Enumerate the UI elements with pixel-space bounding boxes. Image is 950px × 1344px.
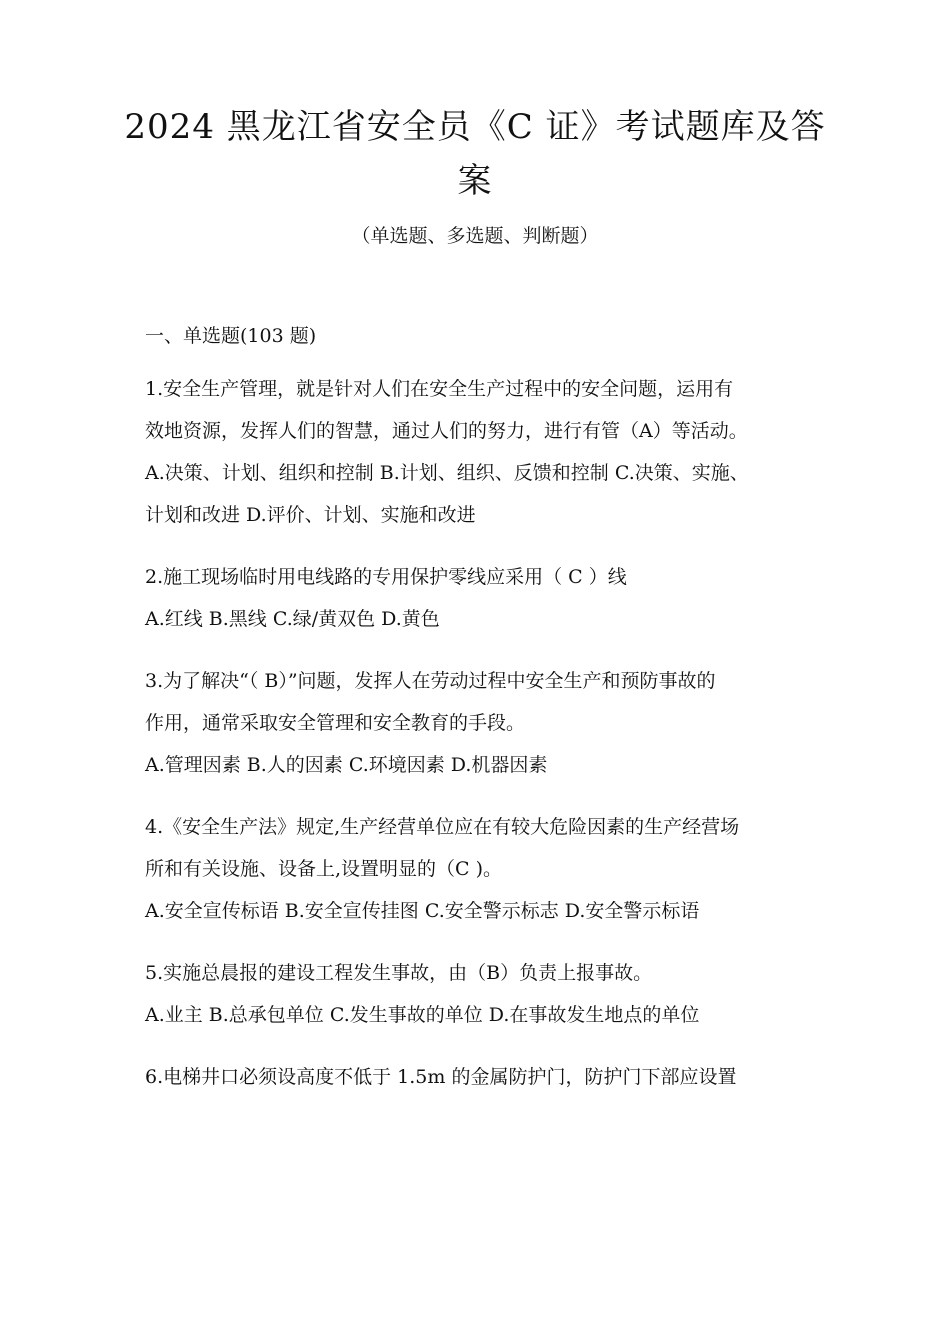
question-4-line-1: 4.《安全生产法》规定,生产经营单位应在有较大危险因素的生产经营场 bbox=[145, 816, 740, 838]
question-2-line-1: 2.施工现场临时用电线路的专用保护零线应采用（ C ）线 bbox=[145, 566, 627, 588]
question-5 bbox=[145, 952, 815, 1036]
question-4 bbox=[145, 806, 815, 932]
question-6-line-1: 6.电梯井口必须设高度不低于 1.5m 的金属防护门，防护门下部应设置 bbox=[145, 1066, 737, 1088]
title-line-1: 2024 黑龙江省安全员《C 证》考试题库及答 bbox=[124, 107, 826, 147]
question-1 bbox=[145, 368, 815, 536]
question-5-line-1: 5.实施总晨报的建设工程发生事故，由（B）负责上报事故。 bbox=[145, 962, 653, 984]
question-2-options: A.红线 B.黑线 C.绿/黄双色 D.黄色 bbox=[145, 608, 440, 630]
question-1-line-2: 效地资源，发挥人们的智慧，通过人们的努力，进行有管（A）等活动。 bbox=[145, 420, 748, 442]
question-2 bbox=[145, 556, 815, 640]
title-line-2: 案 bbox=[457, 161, 493, 201]
question-3 bbox=[145, 660, 815, 786]
question-3-options: A.管理因素 B.人的因素 C.环境因素 D.机器因素 bbox=[145, 754, 548, 776]
question-1-line-1: 1.安全生产管理，就是针对人们在安全生产过程中的安全问题，运用有 bbox=[145, 378, 734, 400]
section-heading: 一、单选题(103 题) bbox=[145, 325, 317, 347]
question-1-options-line-1: A.决策、计划、组织和控制 B.计划、组织、反馈和控制 C.决策、实施、 bbox=[145, 462, 749, 484]
question-4-options: A.安全宣传标语 B.安全宣传挂图 C.安全警示标志 D.安全警示标语 bbox=[145, 900, 700, 922]
document-title bbox=[120, 100, 830, 208]
question-1-options-line-2: 计划和改进 D.评价、计划、实施和改进 bbox=[145, 504, 476, 526]
question-3-line-2: 作用，通常采取安全管理和安全教育的手段。 bbox=[145, 712, 526, 734]
question-6 bbox=[145, 1056, 815, 1098]
question-list bbox=[145, 368, 815, 1118]
document-subtitle: （单选题、多选题、判断题） bbox=[351, 225, 599, 247]
question-5-options: A.业主 B.总承包单位 C.发生事故的单位 D.在事故发生地点的单位 bbox=[145, 1004, 700, 1026]
question-4-line-2: 所和有关设施、设备上,设置明显的（C )。 bbox=[145, 858, 503, 880]
question-3-line-1: 3.为了解决“（ B）”问题，发挥人在劳动过程中安全生产和预防事故的 bbox=[145, 670, 716, 692]
